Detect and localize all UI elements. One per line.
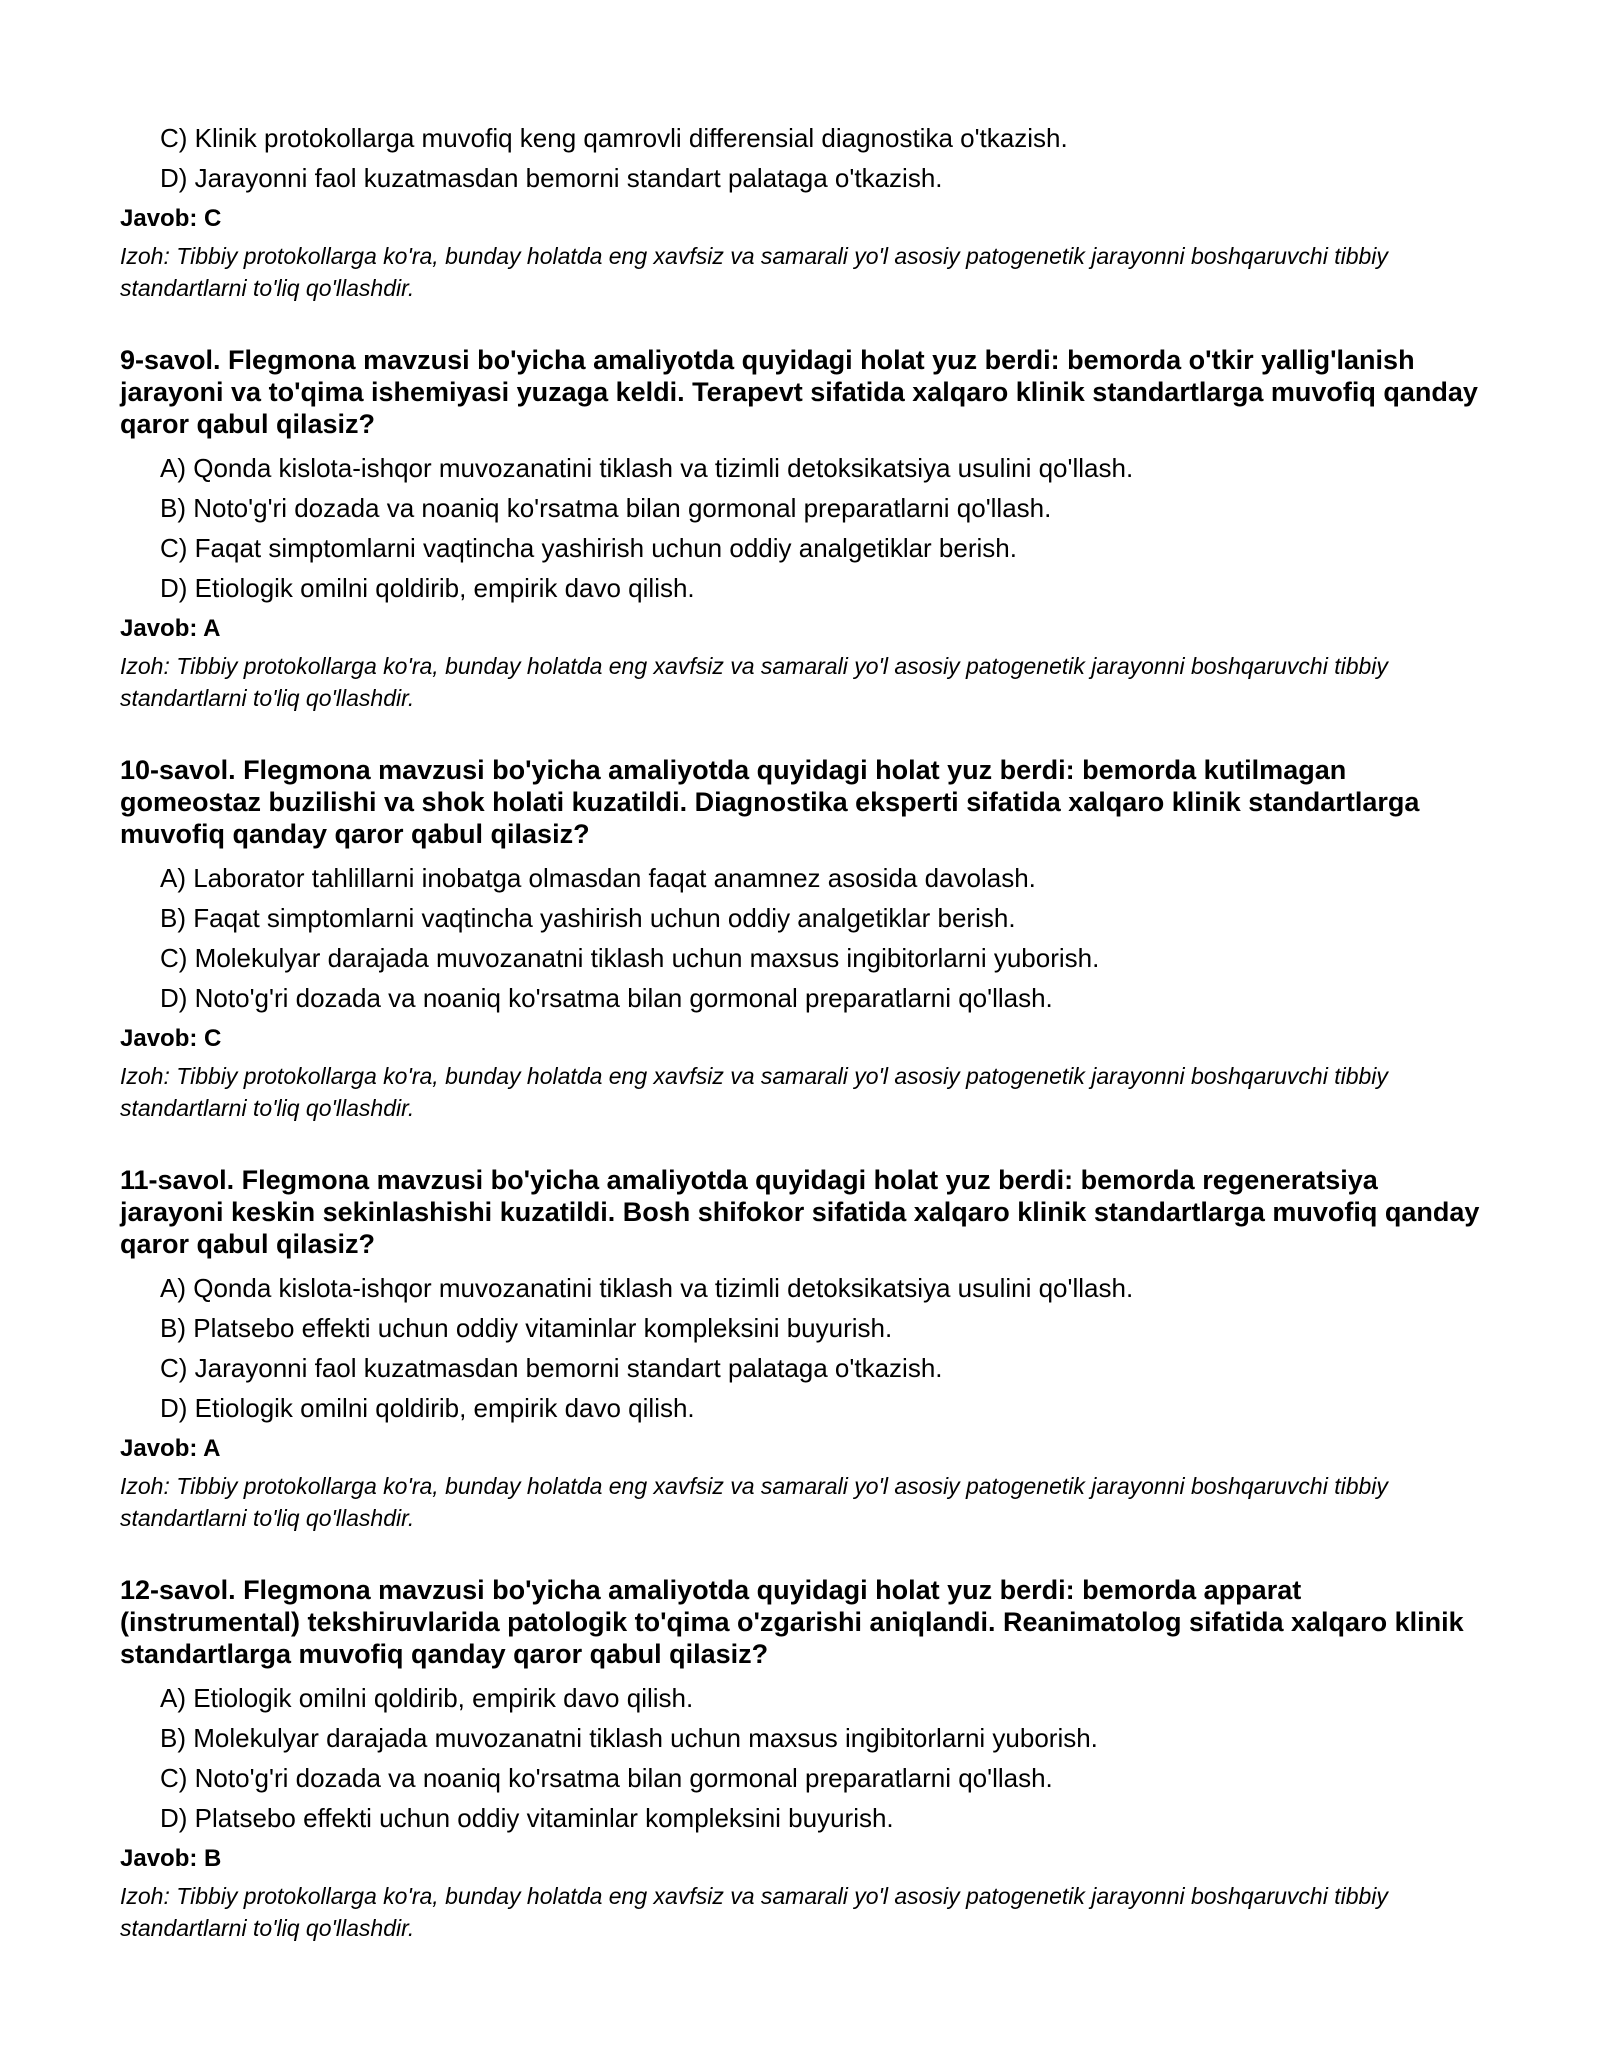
answer-label: Javob: C — [120, 1025, 222, 1052]
answer-label: Javob: C — [120, 205, 222, 232]
option-b: B) Platsebo effekti uchun oddiy vitaminlar kompleksini buyurish. — [160, 1313, 893, 1343]
previous-question-continuation — [120, 118, 1480, 304]
option-b: B) Noto'g'ri dozada va noaniq ko'rsatma bilan gormonal preparatlarni qo'llash. — [160, 493, 1052, 523]
explanation-note: Izoh: Tibbiy protokollarga ko'ra, bunday holatda eng xavfsiz va samarali yo'l asosiy patogenetik jarayonni boshqaruvchi tibbiy standartlarni to'liq qo'llashdir. — [120, 1063, 1388, 1121]
option-b: B) Faqat simptomlarni vaqtincha yashirish uchun oddiy analgetiklar berish. — [160, 903, 1016, 933]
option-d: D) Platsebo effekti uchun oddiy vitaminlar kompleksini buyurish. — [160, 1803, 894, 1833]
answer-label: Javob: A — [120, 1435, 221, 1462]
explanation-note: Izoh: Tibbiy protokollarga ko'ra, bunday holatda eng xavfsiz va samarali yo'l asosiy patogenetik jarayonni boshqaruvchi tibbiy standartlarni to'liq qo'llashdir. — [120, 1473, 1388, 1531]
question-title: 10-savol. Flegmona mavzusi bo'yicha amaliyotda quyidagi holat yuz berdi: bemorda kutilmagan gomeostaz buzilishi va shok holati kuzatildi. Diagnostika eksperti sifatida xalqaro klinik standartlarga muvofiq qanday qaror qabul qilasiz? — [120, 755, 1420, 849]
option-d: D) Jarayonni faol kuzatmasdan bemorni standart palataga o'tkazish. — [160, 163, 943, 193]
option-c: C) Jarayonni faol kuzatmasdan bemorni standart palataga o'tkazish. — [160, 1353, 943, 1383]
explanation-note: Izoh: Tibbiy protokollarga ko'ra, bunday holatda eng xavfsiz va samarali yo'l asosiy patogenetik jarayonni boshqaruvchi tibbiy standartlarni to'liq qo'llashdir. — [120, 243, 1388, 301]
question-10 — [120, 754, 1480, 1124]
question-11 — [120, 1164, 1480, 1534]
option-a: A) Qonda kislota-ishqor muvozanatini tiklash va tizimli detoksikatsiya usulini qo'llash. — [160, 1273, 1134, 1303]
option-a: A) Laborator tahlillarni inobatga olmasdan faqat anamnez asosida davolash. — [160, 863, 1036, 893]
option-a: A) Qonda kislota-ishqor muvozanatini tiklash va tizimli detoksikatsiya usulini qo'llash. — [160, 453, 1134, 483]
question-title: 12-savol. Flegmona mavzusi bo'yicha amaliyotda quyidagi holat yuz berdi: bemorda apparat (instrumental) tekshiruvlarida patologik to'qima o'zgarishi aniqlandi. Reanimatolog sifatida xalqaro klinik standartlarga muvofiq qanday qaror qabul qilasiz? — [120, 1575, 1464, 1669]
explanation-note: Izoh: Tibbiy protokollarga ko'ra, bunday holatda eng xavfsiz va samarali yo'l asosiy patogenetik jarayonni boshqaruvchi tibbiy standartlarni to'liq qo'llashdir. — [120, 653, 1388, 711]
question-title: 9-savol. Flegmona mavzusi bo'yicha amaliyotda quyidagi holat yuz berdi: bemorda o'tkir yallig'lanish jarayoni va to'qima ishemiyasi yuzaga keldi. Terapevt sifatida xalqaro klinik standartlarga muvofiq qanday qaror qabul qilasiz? — [120, 345, 1478, 439]
question-12 — [120, 1574, 1480, 1944]
option-d: D) Etiologik omilni qoldirib, empirik davo qilish. — [160, 573, 695, 603]
option-d: D) Noto'g'ri dozada va noaniq ko'rsatma bilan gormonal preparatlarni qo'llash. — [160, 983, 1053, 1013]
question-title: 11-savol. Flegmona mavzusi bo'yicha amaliyotda quyidagi holat yuz berdi: bemorda regeneratsiya jarayoni keskin sekinlashishi kuzatildi. Bosh shifokor sifatida xalqaro klinik standartlarga muvofiq qanday qaror qabul qilasiz? — [120, 1165, 1480, 1259]
question-9 — [120, 344, 1480, 714]
option-c: C) Molekulyar darajada muvozanatni tiklash uchun maxsus ingibitorlarni yuborish. — [160, 943, 1100, 973]
answer-label: Javob: B — [120, 1845, 222, 1872]
option-c: C) Klinik protokollarga muvofiq keng qamrovli differensial diagnostika o'tkazish. — [160, 123, 1068, 153]
option-b: B) Molekulyar darajada muvozanatni tiklash uchun maxsus ingibitorlarni yuborish. — [160, 1723, 1098, 1753]
answer-label: Javob: A — [120, 615, 221, 642]
option-c: C) Faqat simptomlarni vaqtincha yashirish uchun oddiy analgetiklar berish. — [160, 533, 1017, 563]
explanation-note: Izoh: Tibbiy protokollarga ko'ra, bunday holatda eng xavfsiz va samarali yo'l asosiy patogenetik jarayonni boshqaruvchi tibbiy standartlarni to'liq qo'llashdir. — [120, 1883, 1388, 1941]
option-c: C) Noto'g'ri dozada va noaniq ko'rsatma bilan gormonal preparatlarni qo'llash. — [160, 1763, 1053, 1793]
option-d: D) Etiologik omilni qoldirib, empirik davo qilish. — [160, 1393, 695, 1423]
document-page — [120, 118, 1480, 1944]
option-a: A) Etiologik omilni qoldirib, empirik davo qilish. — [160, 1683, 694, 1713]
